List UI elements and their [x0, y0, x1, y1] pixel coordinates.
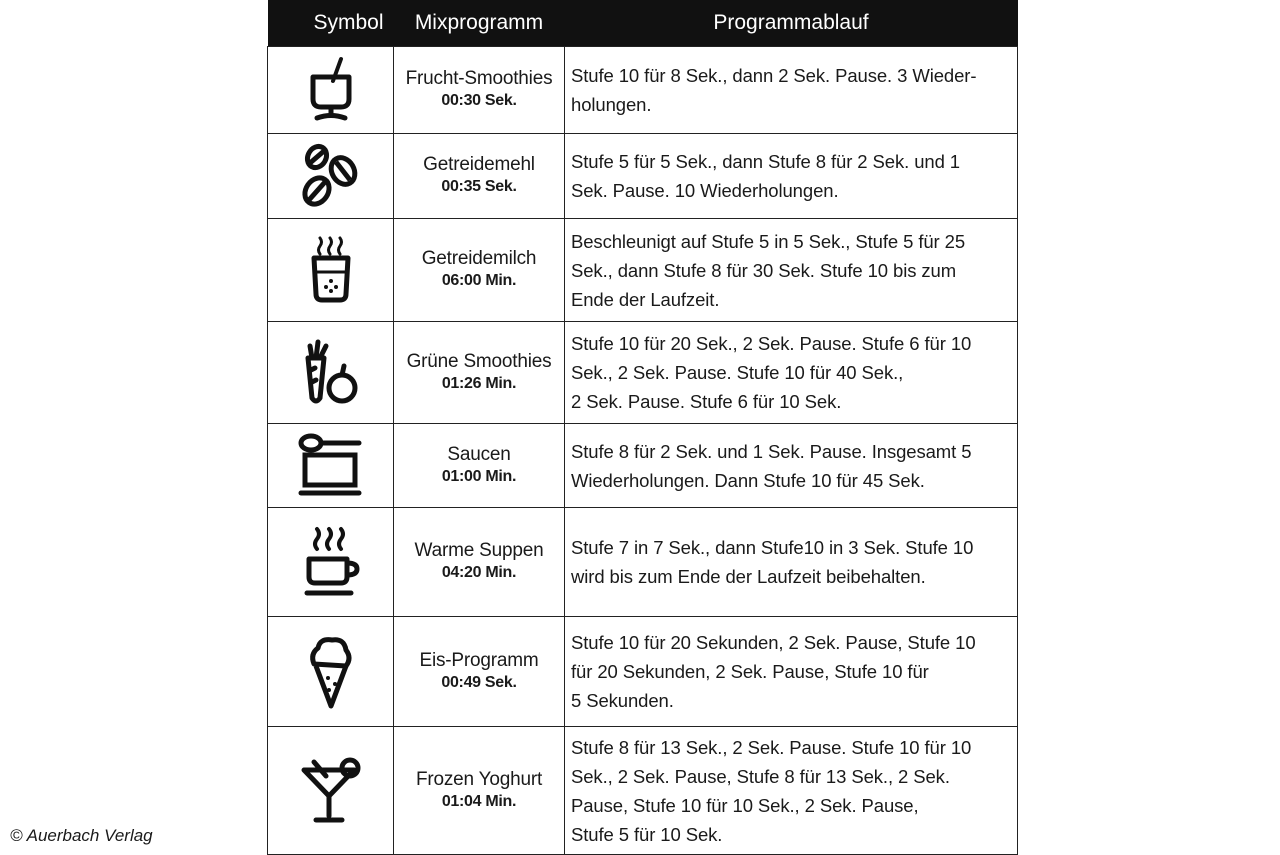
- mix-program-table: [267, 0, 1018, 855]
- sequence-line: Sek., 2 Sek. Pause. Stufe 10 für 40 Sek.,: [571, 362, 904, 383]
- sequence-line: Beschleunigt auf Stufe 5 in 5 Sek., Stufe 5 für 25: [571, 230, 966, 252]
- program-duration: 01:00 Min.: [441, 467, 517, 485]
- carrot-apple-icon: [298, 338, 364, 408]
- copyright-notice: © Auerbach Verlag: [10, 826, 153, 845]
- program-cell: [394, 134, 565, 219]
- table-row: [268, 47, 1018, 134]
- sequence-line: Stufe 7 in 7 Sek., dann Stufe10 in 3 Sek. Stufe 10: [571, 537, 974, 558]
- grain-milk-cup-icon: [306, 234, 356, 306]
- table-row: [268, 219, 1018, 322]
- program-name: Getreidemehl: [423, 154, 535, 175]
- grain-beans-icon: [299, 143, 363, 209]
- sequence-cell: [565, 134, 1018, 219]
- program-name: Frucht-Smoothies: [405, 68, 553, 89]
- sequence-line: Sek., dann Stufe 8 für 30 Sek. Stufe 10 bis zum: [571, 259, 957, 281]
- cocktail-glass-icon: [298, 756, 364, 826]
- sequence-line: Stufe 10 für 8 Sek., dann 2 Sek. Pause. 3 Wieder-: [571, 65, 977, 86]
- sequence-line: Stufe 5 für 10 Sek.: [571, 823, 723, 845]
- program-name: Frozen Yoghurt: [415, 768, 543, 790]
- sequence-cell: [565, 47, 1018, 134]
- smoothie-glass-icon: [301, 55, 361, 125]
- table-row: [268, 322, 1018, 424]
- sequence-cell: [565, 322, 1018, 424]
- sequence-cell: [565, 424, 1018, 508]
- sequence-cell: [565, 219, 1018, 322]
- symbol-cell: [268, 424, 394, 508]
- sequence-line: Sek. Pause. 10 Wiederholungen.: [571, 180, 839, 201]
- table-row: [268, 617, 1018, 727]
- table-header-row: [268, 0, 1018, 47]
- sauce-pan-spoon-icon: [295, 433, 367, 499]
- sequence-cell: [565, 617, 1018, 727]
- program-name: Saucen: [447, 443, 511, 465]
- sequence-line: Stufe 5 für 5 Sek., dann Stufe 8 für 2 Sek. und 1: [571, 151, 960, 172]
- program-cell: [394, 508, 565, 617]
- sequence-line: Sek., 2 Sek. Pause, Stufe 8 für 13 Sek., 2 Sek.: [571, 765, 950, 787]
- ice-cream-cone-icon: [306, 634, 356, 710]
- program-duration: 04:20 Min.: [441, 564, 517, 581]
- table-row: [268, 508, 1018, 617]
- table-row: [268, 424, 1018, 508]
- symbol-cell: [268, 508, 394, 617]
- program-duration: 01:26 Min.: [441, 374, 517, 392]
- header-symbol: Symbol: [268, 0, 394, 47]
- program-cell: [394, 47, 565, 134]
- symbol-cell: [268, 134, 394, 219]
- program-duration: 00:35 Sek.: [441, 178, 517, 195]
- program-cell: [394, 219, 565, 322]
- sequence-line: Stufe 8 für 2 Sek. und 1 Sek. Pause. Insgesamt 5: [571, 440, 972, 462]
- header-sequence: Programmablauf: [565, 0, 1018, 47]
- program-cell: [394, 322, 565, 424]
- sequence-cell: [565, 727, 1018, 855]
- sequence-line: Wiederholungen. Dann Stufe 10 für 45 Sek.: [571, 469, 925, 491]
- symbol-cell: [268, 617, 394, 727]
- sequence-line: holungen.: [571, 94, 652, 115]
- program-duration: 00:30 Sek.: [441, 92, 517, 109]
- sequence-line: Stufe 10 für 20 Sekunden, 2 Sek. Pause, Stufe 10: [571, 632, 976, 653]
- sequence-line: Ende der Laufzeit.: [571, 288, 720, 310]
- program-cell: [394, 424, 565, 508]
- program-cell: [394, 727, 565, 855]
- header-program: Mixprogramm: [394, 0, 565, 47]
- sequence-line: Stufe 10 für 20 Sek., 2 Sek. Pause. Stufe 6 für 10: [571, 333, 972, 354]
- symbol-cell: [268, 219, 394, 322]
- sequence-line: Stufe 8 für 13 Sek., 2 Sek. Pause. Stufe 10 für 10: [571, 736, 972, 758]
- sequence-line: 5 Sekunden.: [571, 690, 674, 711]
- sequence-cell: [565, 508, 1018, 617]
- sequence-line: für 20 Sekunden, 2 Sek. Pause, Stufe 10 für: [571, 661, 929, 682]
- program-cell: [394, 617, 565, 727]
- program-name: Getreidemilch: [421, 248, 537, 269]
- symbol-cell: [268, 322, 394, 424]
- program-name: Grüne Smoothies: [406, 350, 552, 372]
- program-duration: 01:04 Min.: [441, 792, 517, 810]
- program-name: Eis-Programm: [419, 649, 539, 671]
- program-duration: 00:49 Sek.: [441, 673, 517, 691]
- hot-soup-cup-icon: [301, 525, 361, 599]
- sequence-line: Pause, Stufe 10 für 10 Sek., 2 Sek. Pause,: [571, 794, 919, 816]
- symbol-cell: [268, 727, 394, 855]
- sequence-line: wird bis zum Ende der Laufzeit beibehalten.: [571, 566, 926, 587]
- sequence-line: 2 Sek. Pause. Stufe 6 für 10 Sek.: [571, 391, 842, 412]
- program-name: Warme Suppen: [414, 540, 544, 561]
- program-duration: 06:00 Min.: [441, 272, 517, 289]
- table-row: [268, 727, 1018, 855]
- table-row: [268, 134, 1018, 219]
- symbol-cell: [268, 47, 394, 134]
